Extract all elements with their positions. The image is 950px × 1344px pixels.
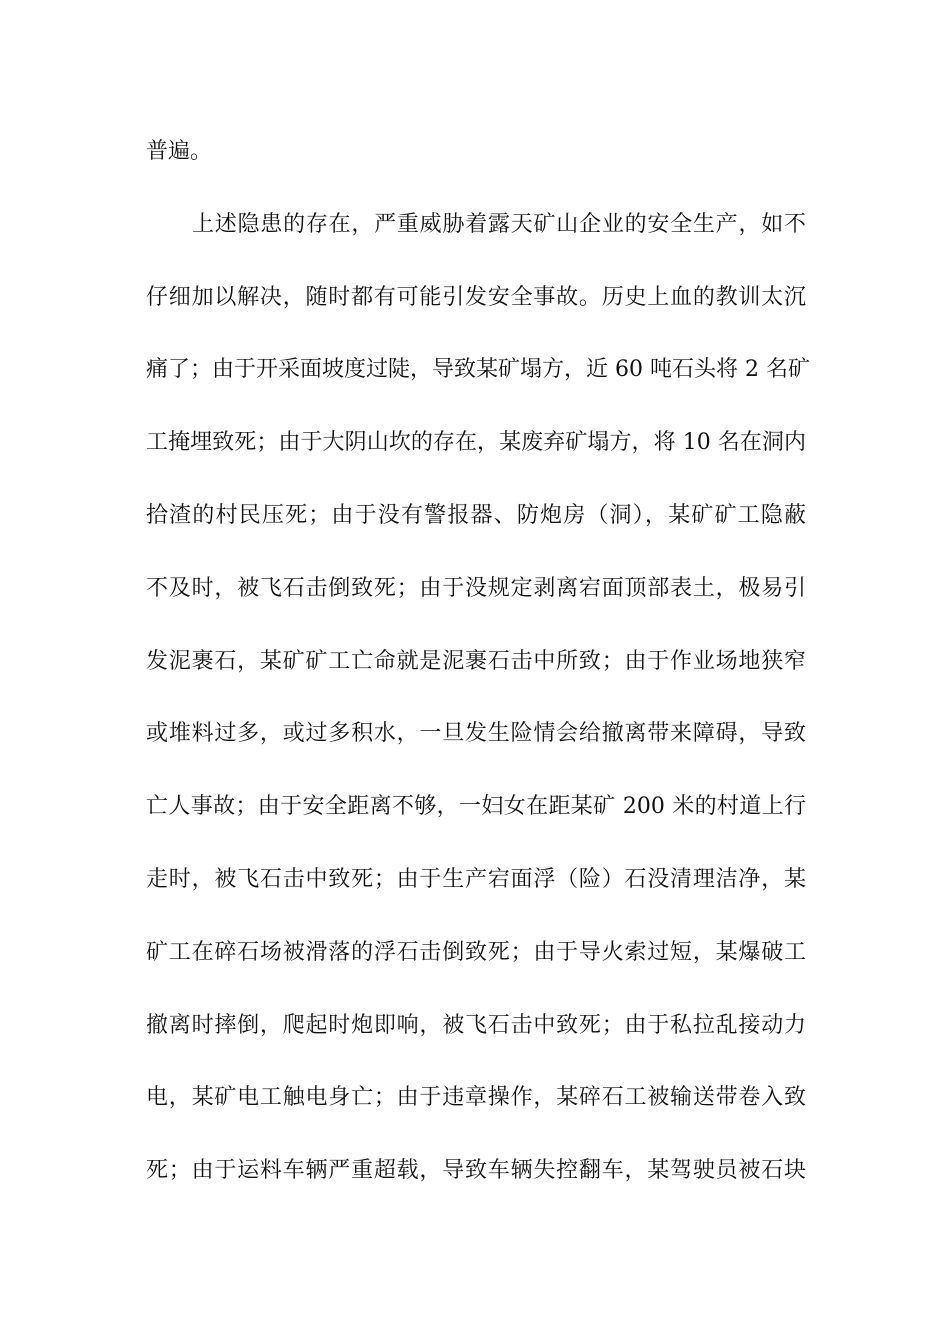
text-line-14: 电，某矿电工触电身亡；由于违章操作，某碎石工被输送带卷入致 bbox=[146, 1085, 806, 1111]
text-line-3: 仔细加以解决，随时都有可能引发安全事故。历史上血的教训太沉 bbox=[146, 284, 806, 310]
text-line-13: 撤离时摔倒，爬起时炮即响，被飞石击中致死；由于私拉乱接动力 bbox=[146, 1012, 806, 1038]
text-line-12: 矿工在碎石场被滑落的浮石击倒致死；由于导火索过短，某爆破工 bbox=[146, 939, 806, 965]
text-line-4: 痛了；由于开采面坡度过陡，导致某矿塌方，近 60 吨石头将 2 名矿 bbox=[146, 357, 810, 383]
text-line-10: 亡人事故；由于安全距离不够，一妇女在距某矿 200 米的村道上行 bbox=[146, 794, 806, 820]
text-line-5: 工掩埋致死；由于大阴山坎的存在，某废弃矿塌方，将 10 名在洞内 bbox=[146, 430, 806, 456]
text-line-11: 走时，被飞石击中致死；由于生产宕面浮（险）石没清理洁净，某 bbox=[146, 866, 806, 892]
body-text bbox=[146, 130, 810, 1222]
text-line-9: 或堆料过多，或过多积水，一旦发生险情会给撤离带来障碍，导致 bbox=[146, 721, 806, 747]
text-line-6: 拾渣的村民压死；由于没有警报器、防炮房（洞），某矿矿工隐蔽 bbox=[146, 502, 806, 528]
text-line-8: 发泥裹石，某矿矿工亡命就是泥裹石击中所致；由于作业场地狭窄 bbox=[146, 648, 806, 674]
text-line-15: 死；由于运料车辆严重超载，导致车辆失控翻车，某驾驶员被石块 bbox=[146, 1158, 806, 1184]
text-line-7: 不及时，被飞石击倒致死；由于没规定剥离宕面顶部表土，极易引 bbox=[146, 575, 806, 601]
text-line-1: 普遍。 bbox=[146, 139, 213, 164]
text-line-2: 上述隐患的存在，严重威胁着露天矿山企业的安全生产，如不 bbox=[192, 211, 806, 237]
